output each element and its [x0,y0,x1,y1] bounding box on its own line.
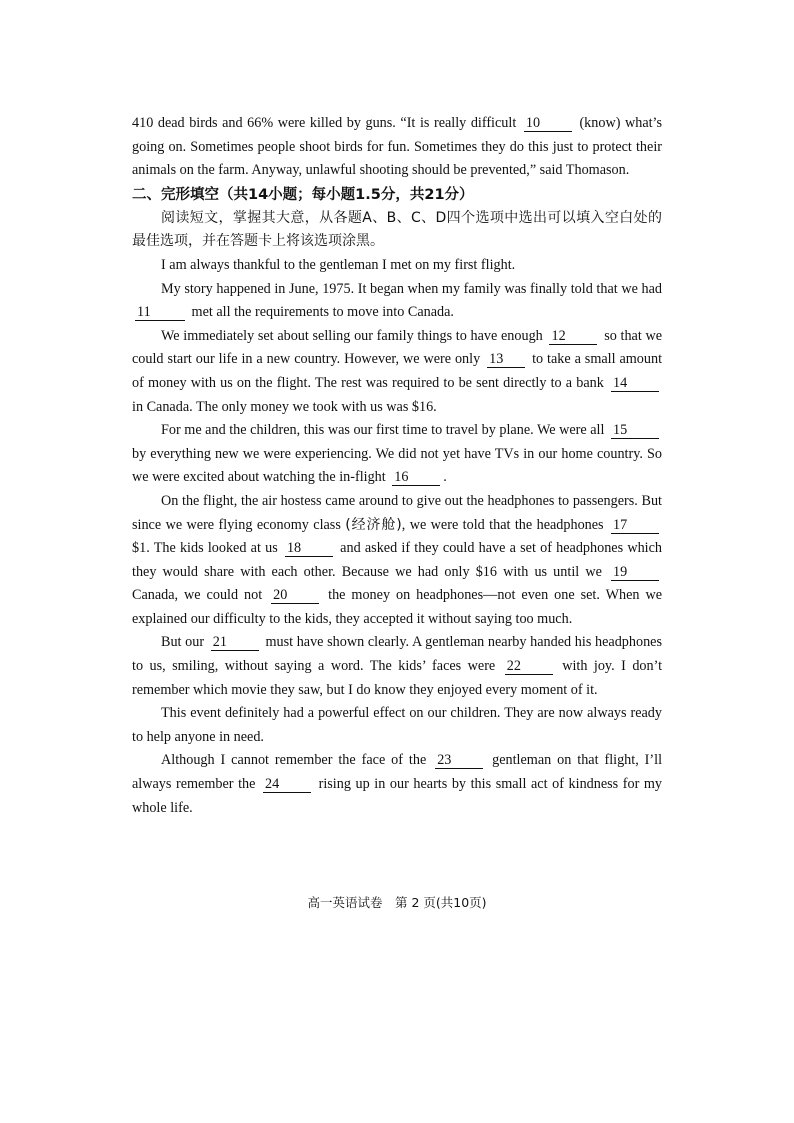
text-run: (know) what’s going on. Sometimes people shoot birds for fun. Sometimes they do this just to protect their animals on the farm. Anyway, unlawful shooting should be prevented,” said Thomason. [132,115,663,179]
blank-12: 12 [549,328,597,345]
blank-14: 14 [611,375,659,392]
text-run: and asked if they could have a set of headphones which they would share with each other. Because we had only $16 with us until we [132,540,663,580]
blank-24: 24 [263,776,311,793]
blank-10: 10 [524,115,572,132]
text-run: , we were told that the headphones [401,516,604,533]
section-heading: 二、完形填空（共14小题；每小题1.5分，共21分） [132,186,474,203]
story-paragraph-8 [132,749,662,820]
story-paragraph-3 [132,325,662,419]
text-run: My story happened in June, 1975. It began when my family was finally told that we had [161,280,662,297]
blank-15: 15 [611,422,659,439]
passage-end-paragraph [132,112,662,183]
text-run: 410 dead birds and 66% were killed by guns. “It is really difficult [132,115,517,131]
story-paragraph-5 [132,490,662,632]
page-content [132,112,662,820]
story-paragraph-6 [132,631,662,702]
blank-19: 19 [611,564,659,581]
text-run: met all the requirements to move into Canada. [191,304,454,321]
text-run: . [443,469,447,486]
text-run: rising up in our hearts by this small act of kindness for my whole life. [132,776,663,816]
story-paragraph-2 [132,278,662,325]
text-run: But our [161,634,205,651]
text-run: with joy. I don’t remember which movie they saw, but I do know they enjoyed every moment of it. [132,658,663,698]
text-run: $1. The kids looked at us [132,540,278,557]
text-run: gentleman on that flight, I’ll always remember the [132,752,663,793]
text-run: For me and the children, this was our first time to travel by plane. We were all [161,422,605,439]
text-run: so that we could start our life in a new country. However, we were only [132,327,663,368]
blank-23: 23 [435,752,483,769]
section-instruction: 阅读短文，掌握其大意，从各题A、B、C、D四个选项中选出可以填入空白处的最佳选项，并在答题卡上将该选项涂黑。 [132,209,662,250]
blank-17: 17 [611,517,659,534]
text-run: the money on headphones—not even one set. When we explained our difficulty to the kids, they accepted it without saying too much. [132,587,663,627]
text-run: On the flight, the air hostess came around to give out the headphones to passengers. But since we were flying economy class [132,492,662,533]
story-paragraph-4 [132,419,662,490]
text-run: by everything new we were experiencing. We did not yet have TVs in our home country. So we were excited about watching the in-flight [132,445,662,486]
blank-20: 20 [271,587,319,604]
text-run: must have shown clearly. A gentleman nearby handed his headphones to us, smiling, without saying a word. The kids’ faces were [132,634,662,675]
text-run: We immediately set about selling our family things to have enough [161,327,543,344]
text-run: in Canada. The only money we took with us was $16. [132,398,437,415]
text-run-cjk: (经济舱) [345,516,402,533]
page-footer: 高一英语试卷 第 2 页(共10页) [307,895,487,910]
text-run: Although I cannot remember the face of the [161,752,427,769]
blank-16: 16 [392,469,440,486]
blank-13: 13 [487,351,525,368]
text-run: to take a small amount of money with us on the flight. The rest was required to be sent directly to a bank [132,351,663,391]
story-paragraph-7: This event definitely had a powerful effect on our children. They are now always ready to help anyone in need. [132,705,662,745]
blank-18: 18 [285,540,333,557]
story-paragraph-1: I am always thankful to the gentleman I met on my first flight. [161,256,516,273]
blank-22: 22 [505,658,553,675]
blank-21: 21 [211,634,259,651]
blank-11: 11 [135,304,185,321]
text-run: Canada, we could not [132,587,263,604]
